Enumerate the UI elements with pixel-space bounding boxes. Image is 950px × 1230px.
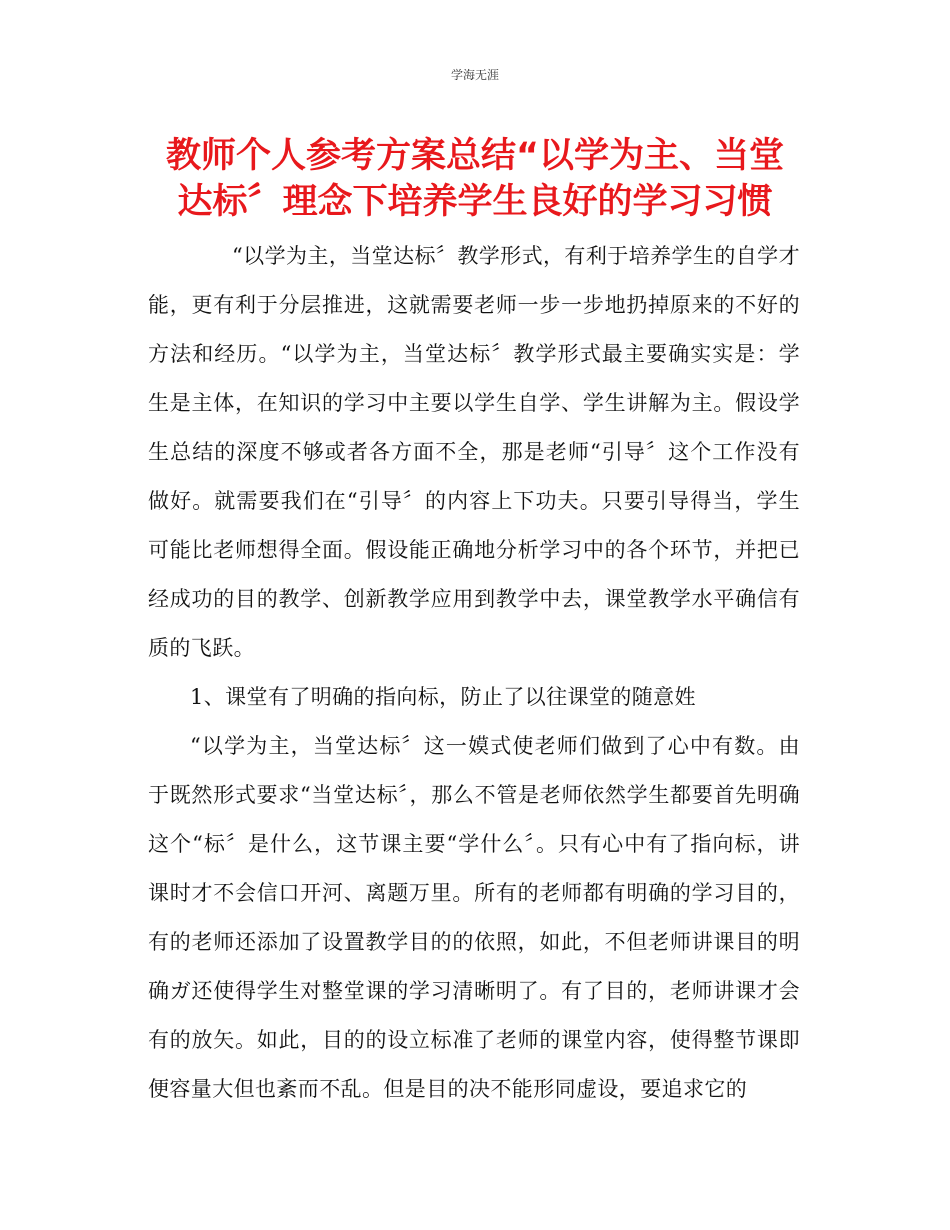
section-heading-1: 1、课堂有了明确的指向标，防止了以往课堂的随意姓: [190, 685, 696, 709]
document-title: [140, 133, 810, 225]
document-body: [148, 232, 800, 1114]
title-line-2: 达标〞理念下培养学生良好的学习习惯: [177, 182, 773, 222]
paragraph-intro: “以学为主，当堂达标〞教学形式，有利于培养学生的自学才能，更有利于分层推进，这就需要老师一步一步地扔掉原来的不好的方法和经历。“以学为主，当堂达标〞教学形式最主要确实实是：学生是主体，在知识的学习中主要以学生自学、学生讲解为主。假设学生总结的深度不够或者各方面不全，那是老师“引导〞这个工作没有做好。就需要我们在“引导〞的内容上下功夫。只要引导得当，学生可能比老师想得全面。假设能正确地分析学习中的各个环节，并把已经成功的目的教学、创新教学应用到教学中去，课堂教学水平确信有质的飞跃。: [148, 244, 800, 660]
title-line-1: 教师个人参考方案总结“以学为主、当堂: [165, 136, 784, 176]
page-header: 学海无涯: [450, 68, 499, 82]
paragraph-section-1: “以学为主，当堂达标〞这一嫫式使老师们做到了心中有数。由于既然形式要求“当堂达标〞，那么不管是老师依然学生都要首先明确这个“标〞是什么，这节课主要“学什么〞。只有心中有了指向标，讲课时才不会信口开河、离题万里。所有的老师都有明确的学习目的，有的老师还添加了设置教学目的的依照，如此，不但老师讲课目的明确ガ还使得学生对整堂课的学习清晰明了。有了目的，老师讲课才会有的放矢。如此，目的的设立标准了老师的课堂内容，使得整节课即便容量大但也紊而不乱。但是目的决不能形同虚设，要追求它的: [148, 734, 800, 1101]
